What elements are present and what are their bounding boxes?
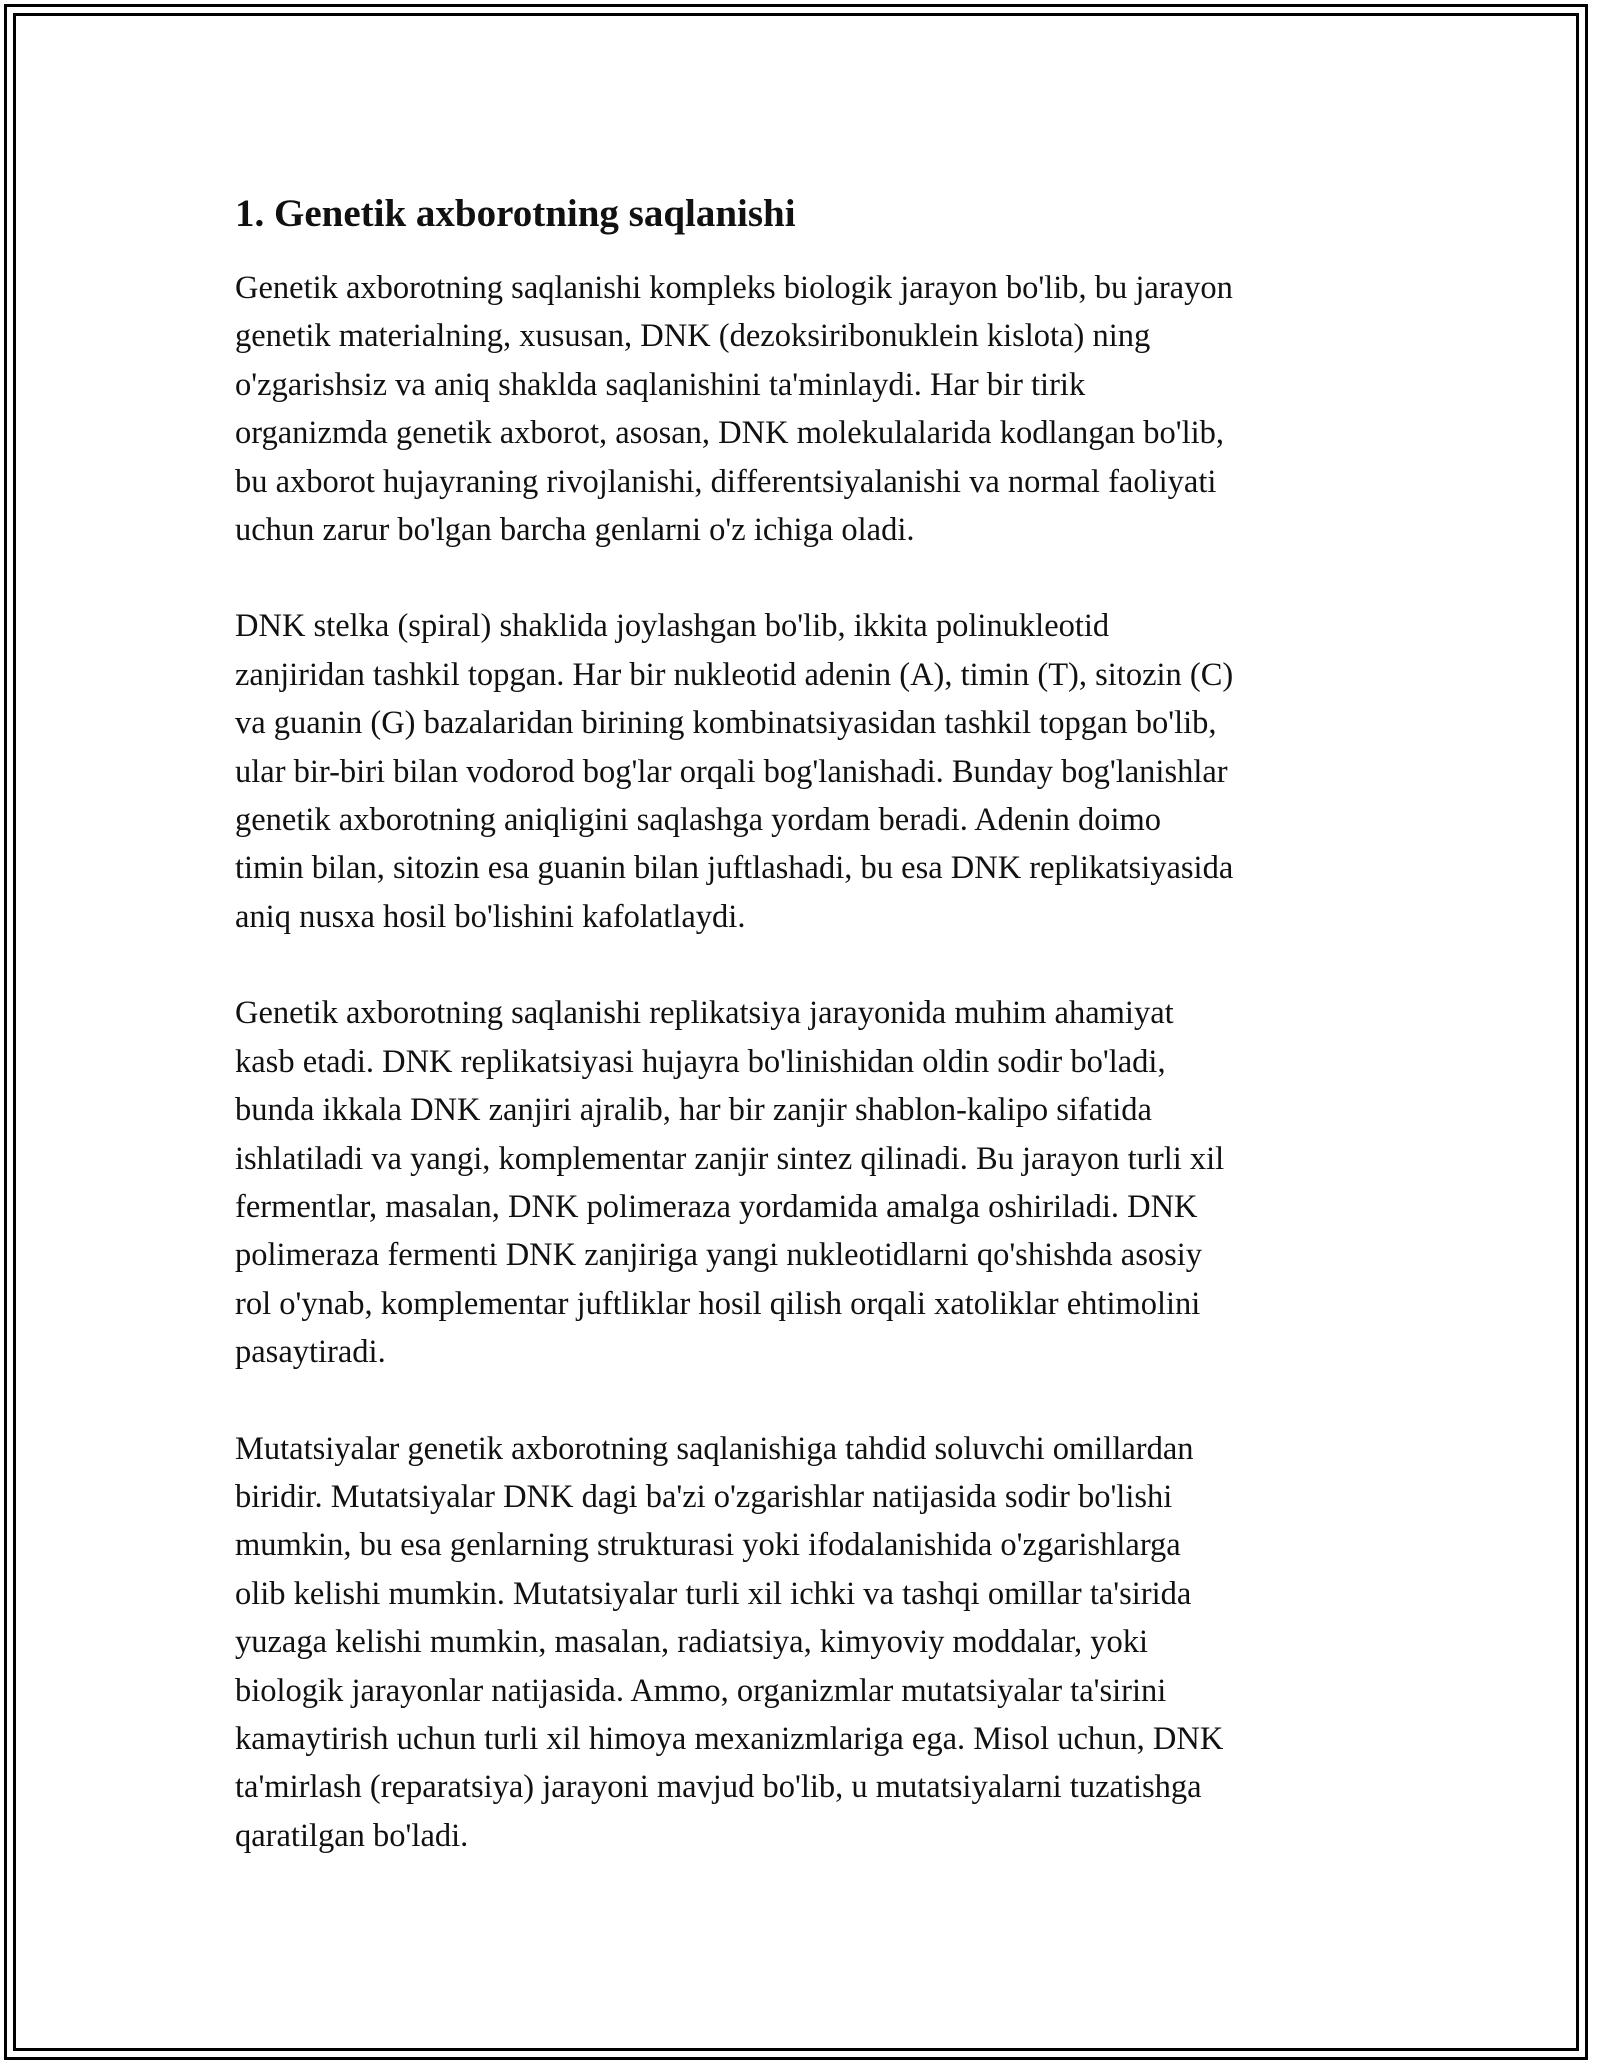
paragraph-replication: Genetik axborotning saqlanishi replikatsiya jarayonida muhim ahamiyat kasb etadi. DNK replikatsiyasi hujayra bo'linishidan oldin sodir bo'ladi, bunda ikkala DNK zanjiri ajralib, har bir zanjir shablon-kalipo sifatida ishlatiladi va yangi, komplementar zanjir sintez qilinadi. Bu jarayon turli xil fermentlar, masalan, DNK polimeraza yordamida amalga oshiriladi. DNK polimeraza fermenti DNK zanjiriga yangi nukleotidlarni qo'shishda asosiy rol o'ynab, komplementar juftliklar hosil qilish orqali xatoliklar ehtimolini pasaytiradi.: [235, 995, 1225, 1371]
document-body: [235, 188, 1365, 1908]
section-heading: 1. Genetik axborotning saqlanishi: [235, 192, 796, 235]
paragraph-mutations: Mutatsiyalar genetik axborotning saqlanishiga tahdid soluvchi omillardan biridir. Mutatsiyalar DNK dagi ba'zi o'zgarishlar natijasida sodir bo'lishi mumkin, bu esa genlarning strukturasi yoki ifodalanishida o'zgarishlarga olib kelishi mumkin. Mutatsiyalar turli xil ichki va tashqi omillar ta'sirida yuzaga kelishi mumkin, masalan, radiatsiya, kimyoviy moddalar, yoki biologik jarayonlar natijasida. Ammo, organizmlar mutatsiyalar ta'sirini kamaytirish uchun turli xil himoya mexanizmlariga ega. Misol uchun, DNK ta'mirlash (reparatsiya) jarayoni mavjud bo'lib, u mutatsiyalarni tuzatishga qaratilgan bo'ladi.: [235, 1430, 1224, 1854]
paragraph-dna-structure: DNK stelka (spiral) shaklida joylashgan bo'lib, ikkita polinukleotid zanjiridan tashkil topgan. Har bir nukleotid adenin (A), timin (T), sitozin (C) va guanin (G) bazalaridan birining kombinatsiyasidan tashkil topgan bo'lib, ular bir-biri bilan vodorod bog'lar orqali bog'lanishadi. Bunday bog'lanishlar genetik axborotning aniqligini saqlashga yordam beradi. Adenin doimo timin bilan, sitozin esa guanin bilan juftlashadi, bu esa DNK replikatsiyasida aniq nusxa hosil bo'lishini kafolatlaydi.: [235, 608, 1234, 935]
paragraph-intro: Genetik axborotning saqlanishi kompleks biologik jarayon bo'lib, bu jarayon genetik materialning, xususan, DNK (dezoksiribonuklein kislota) ning o'zgarishsiz va aniq shaklda saqlanishini ta'minlaydi. Har bir tirik organizmda genetik axborot, asosan, DNK molekulalarida kodlangan bo'lib, bu axborot hujayraning rivojlanishi, differentsiyalanishi va normal faoliyati uchun zarur bo'lgan barcha genlarni o'z ichiga oladi.: [235, 270, 1233, 549]
